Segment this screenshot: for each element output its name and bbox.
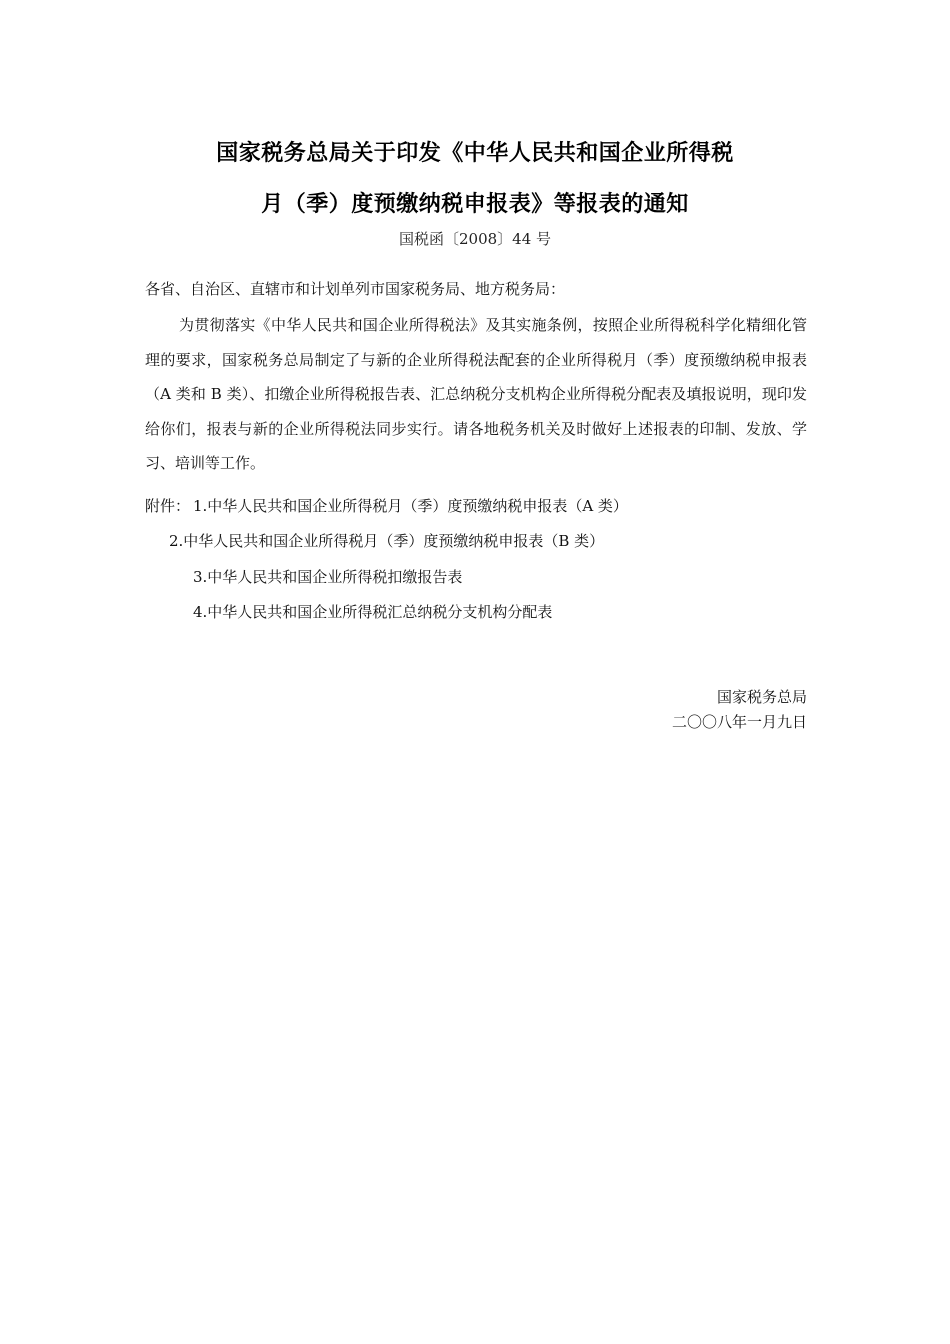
attachment-item-3: 3.中华人民共和国企业所得税扣缴报告表 <box>193 568 463 586</box>
title-line-2: 月（季）度预缴纳税申报表》等报表的通知 <box>261 192 689 217</box>
issuer-signature: 国家税务总局 <box>716 688 807 706</box>
addressee: 各省、自治区、直辖市和计划单列市国家税务局、地方税务局： <box>145 280 566 298</box>
issue-date: 二〇〇八年一月九日 <box>671 713 807 731</box>
document-number: 国税函〔2008〕44 号 <box>398 230 552 248</box>
attachment-item-1: 1.中华人民共和国企业所得税月（季）度预缴纳税申报表（A 类） <box>193 497 628 515</box>
body-paragraph: 为贯彻落实《中华人民共和国企业所得税法》及其实施条例，按照企业所得税科学化精细化管理的要求，国家税务总局制定了与新的企业所得税法配套的企业所得税月（季）度预缴纳税申报表（A 类和 B 类）、扣缴企业所得税报告表、汇总纳税分支机构企业所得税分配表及填报说明，现印发给你们，报表与新的企业所得税法同步实行。请各地税务机关及时做好上述报表的印制、发放、学习、培训等工作。 <box>145 316 807 472</box>
attachments-label: 附件： <box>145 497 191 515</box>
attachment-item-4: 4.中华人民共和国企业所得税汇总纳税分支机构分配表 <box>193 603 553 621</box>
title-line-1: 国家税务总局关于印发《中华人民共和国企业所得税 <box>216 141 734 166</box>
attachment-item-2: 2.中华人民共和国企业所得税月（季）度预缴纳税申报表（B 类） <box>169 532 605 550</box>
